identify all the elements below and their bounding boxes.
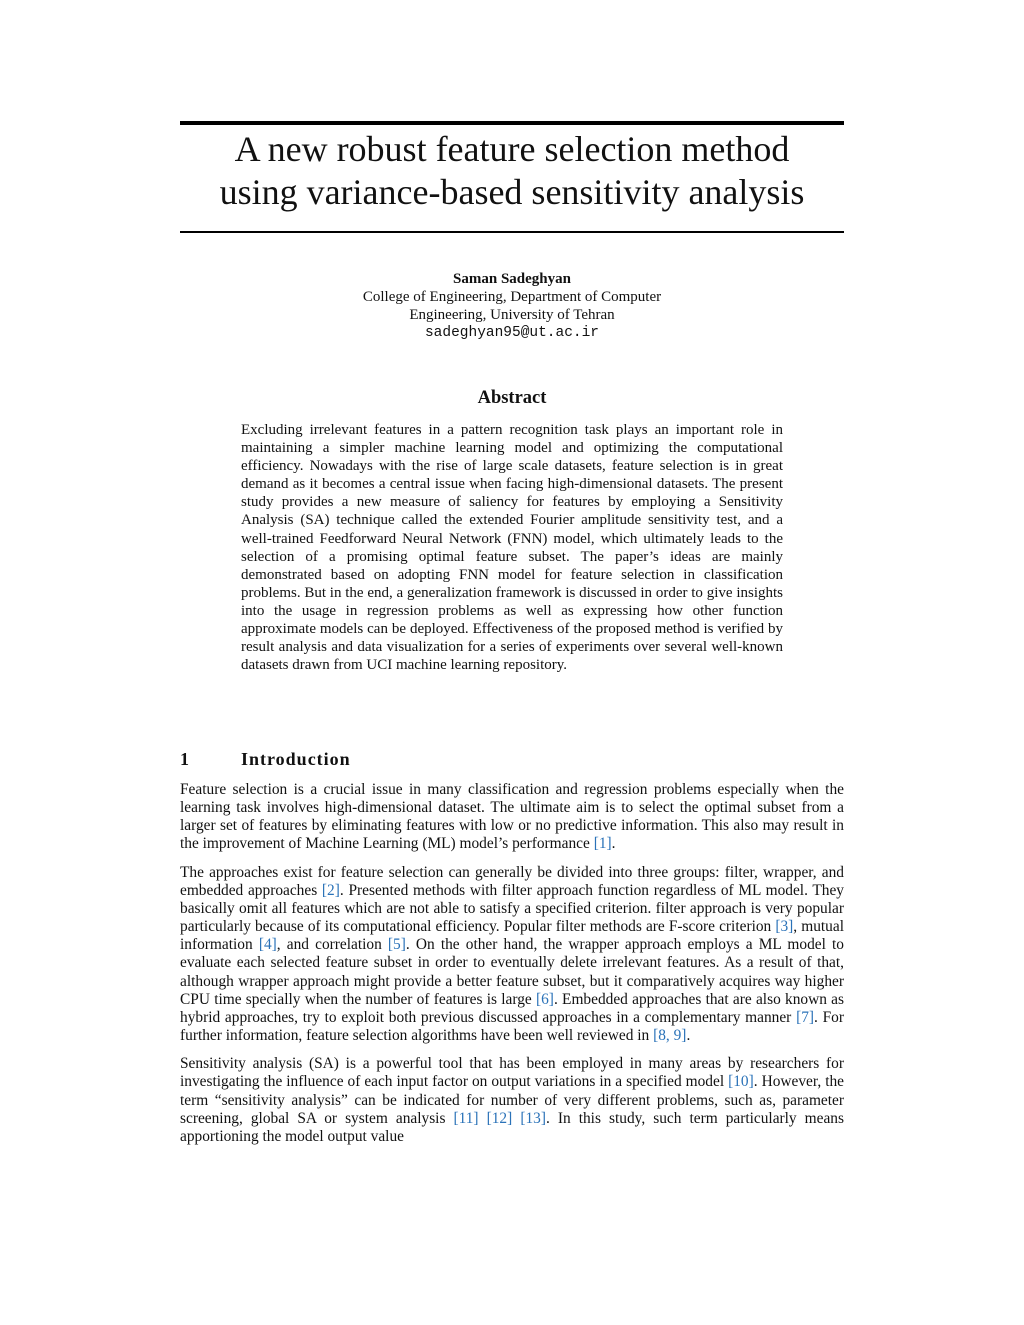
citation-link[interactable]: [5] bbox=[387, 936, 406, 954]
paragraph-text: . For further information, feature selection algorithms have been well reviewed in bbox=[180, 1008, 844, 1045]
title-line-1: A new robust feature selection method bbox=[234, 129, 790, 169]
citation-link[interactable]: [13] bbox=[520, 1109, 546, 1127]
paragraph-text: , mutual information bbox=[180, 918, 844, 954]
section-heading-introduction bbox=[180, 749, 844, 770]
citation-link[interactable]: [10] bbox=[728, 1073, 754, 1091]
paragraph-text bbox=[479, 1110, 487, 1127]
title-bottom-rule bbox=[180, 231, 844, 233]
author-email: sadeghyan95@ut.ac.ir bbox=[424, 325, 600, 341]
citation-link[interactable]: [6] bbox=[535, 990, 554, 1008]
citation-link[interactable]: [3] bbox=[775, 918, 794, 936]
abstract-heading: Abstract bbox=[477, 388, 547, 408]
citation-link[interactable]: [12] bbox=[486, 1109, 513, 1127]
paragraph-text: . Embedded approaches that are also known as hybrid approaches, try to exploit both previous discussed approaches in a complementary manner bbox=[180, 990, 844, 1026]
author-affiliation-line-2: Engineering, University of Tehran bbox=[409, 307, 615, 323]
title-top-rule bbox=[180, 121, 844, 125]
paragraph-2 bbox=[180, 864, 844, 1046]
citation-link[interactable]: [1] bbox=[593, 835, 612, 853]
author-name: Saman Sadeghyan bbox=[453, 271, 571, 287]
paragraph-text: . On the other hand, the wrapper approach employs a ML model to evaluate each selected feature subset in order to eventually delete irrelevant features. As a result of that, although wrapper approach might provide a better feature subset, but it comparatively acquires way higher CPU time specially when the number of features is large bbox=[180, 936, 844, 1008]
abstract-text: Excluding irrelevant features in a pattern recognition task plays an important role in maintaining a simpler machine learning model and optimizing the computational efficiency. Nowadays with the rise of large scale datasets, feature selection is in great demand as it becomes a central issue when facing high-dimensional datasets. The present study provides a new measure of saliency for features by employing a Sensitivity Analysis (SA) technique called the extended Fourier amplitude sensitivity test, and a well-trained Feedforward Neural Network (FNN) model, which ultimately leads to the selection of a promising optimal feature subset. The paper’s ideas are mainly demonstrated based on adopting FNN model for feature selection in classification problems. But in the end, a generalization framework is discussed in order to give insights into the usage in regression problems as well as expressing how other function approximate models can be deployed. Effectiveness of the proposed method is verified by result analysis and data visualization for a series of experiments over several well-known datasets drawn from UCI machine learning repository. bbox=[241, 422, 783, 674]
paragraph-text: . In this study, such term particularly means apportioning the model output value bbox=[180, 1109, 844, 1145]
author-affiliation-line-1: College of Engineering, Department of Computer bbox=[362, 289, 662, 305]
paragraph-text: Feature selection is a crucial issue in many classification and regression problems especially when the learning task involves high-dimensional dataset. The ultimate aim is to select the optimal subset from a larger set of features by eliminating features with low or no predictive information. This also may result in the improvement of Machine Learning (ML) model’s performance bbox=[180, 781, 844, 853]
citation-link[interactable]: [8, 9] bbox=[653, 1027, 687, 1045]
paragraph-1 bbox=[180, 781, 844, 854]
paragraph-text: Sensitivity analysis (SA) is a powerful tool that has been employed in many areas by researchers for investigating the influence of each input factor on output variations in a specified model bbox=[180, 1055, 844, 1091]
citation-link[interactable]: [2] bbox=[321, 881, 340, 899]
paper-title bbox=[180, 128, 844, 214]
citation-link[interactable]: [11] bbox=[453, 1109, 479, 1127]
paragraph-text: . bbox=[611, 835, 616, 853]
section-number: 1 bbox=[180, 749, 190, 769]
citation-link[interactable]: [7] bbox=[796, 1008, 815, 1026]
section-title: Introduction bbox=[241, 749, 351, 769]
title-line-2: using variance-based sensitivity analysis bbox=[219, 172, 805, 212]
paragraph-text: . However, the term “sensitivity analysis” can be indicated for number of very different problems, such as, parameter screening, global SA or system analysis bbox=[180, 1073, 845, 1127]
paragraph-text: . bbox=[686, 1027, 691, 1045]
paragraph-3 bbox=[180, 1055, 844, 1146]
citation-link[interactable]: [4] bbox=[258, 936, 277, 954]
paragraph-text: The approaches exist for feature selection can generally be divided into three groups: filter, wrapper, and embedded approaches bbox=[180, 863, 844, 899]
paragraph-text: . Presented methods with filter approach function regardless of ML model. They basically omit all features which are not able to satisfy a specified criterion. filter approach is very popular particularly because of its computational efficiency. Popular filter methods are F-score criterion bbox=[180, 881, 844, 936]
introduction-body bbox=[180, 781, 844, 1156]
author-block bbox=[180, 270, 844, 342]
paragraph-text: , and correlation bbox=[276, 936, 388, 954]
